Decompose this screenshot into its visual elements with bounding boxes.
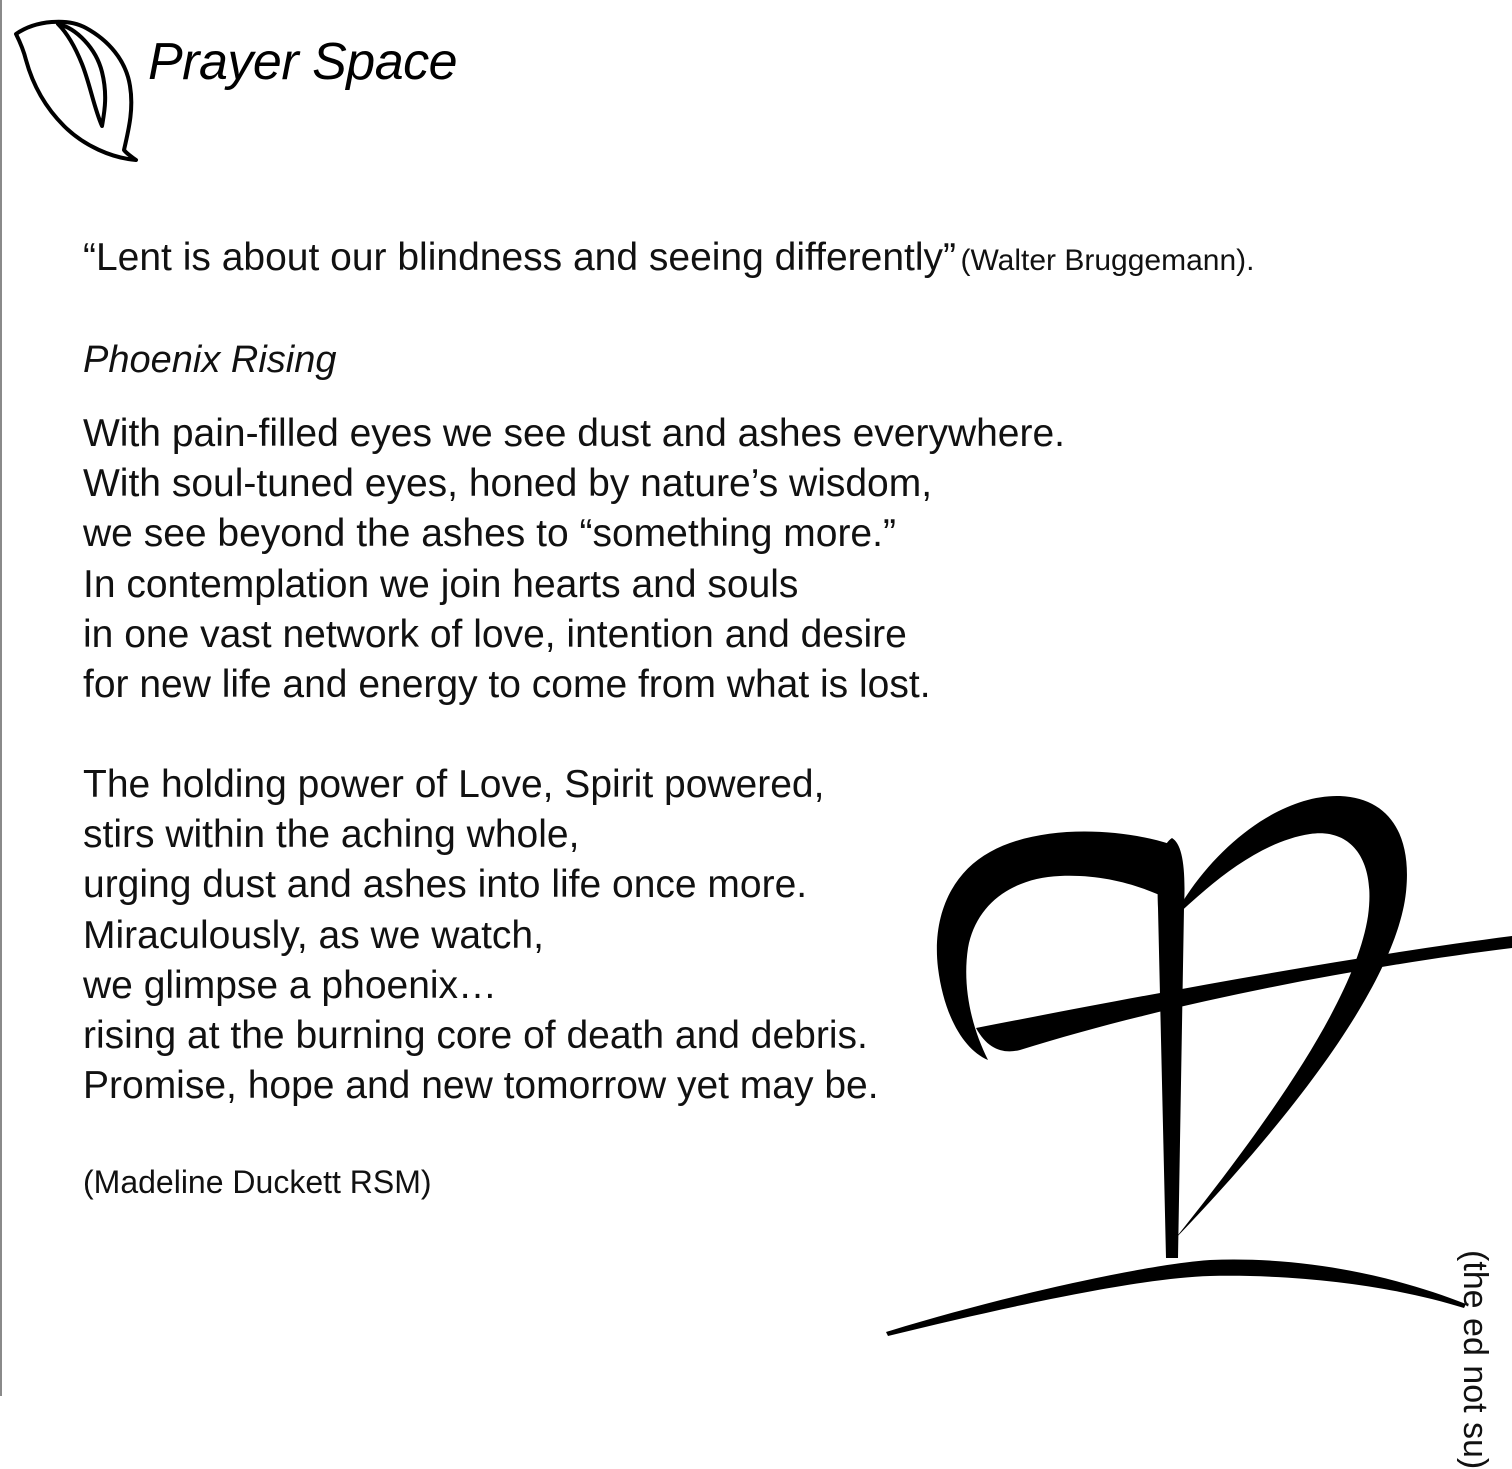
poem-line: in one vast network of love, intention and desire (83, 612, 907, 656)
quote-attribution: (Walter Bruggemann). (960, 244, 1255, 277)
quote-text: “Lent is about our blindness and seeing differently” (83, 236, 957, 279)
poem-line: urging dust and ashes into life once more. (83, 863, 808, 907)
poem-stanza-2 (83, 760, 879, 1111)
poem-line: In contemplation we join hearts and souls (83, 562, 799, 606)
poem-line: Promise, hope and new tomorrow yet may be. (83, 1064, 879, 1108)
opening-quote (83, 238, 1254, 277)
poem-line: rising at the burning core of death and debris. (83, 1014, 868, 1058)
brand-title: Prayer Space (148, 33, 458, 91)
edge-text-label: (the ed not su) (1456, 1250, 1494, 1469)
page-left-border (0, 0, 2, 1396)
heart-cross-emblem-icon (880, 788, 1512, 1336)
poem-title: Phoenix Rising (83, 339, 337, 381)
poem-line: we see beyond the ashes to “something more.” (83, 512, 896, 556)
leaf-icon (8, 12, 138, 167)
poem-line: for new life and energy to come from what is lost. (83, 663, 931, 707)
poem-stanza-1 (83, 409, 1065, 710)
poem-line: stirs within the aching whole, (83, 813, 580, 857)
poem-line: Miraculously, as we watch, (83, 913, 544, 957)
cut-off-edge-text (1456, 1250, 1512, 1469)
poem-line: With pain-filled eyes we see dust and ashes everywhere. (83, 412, 1066, 455)
poem-line: The holding power of Love, Spirit powered, (83, 763, 825, 806)
poem-line: With soul-tuned eyes, honed by nature’s wisdom, (83, 462, 933, 506)
poem-author: (Madeline Duckett RSM) (83, 1164, 432, 1200)
poem-line: we glimpse a phoenix… (83, 963, 498, 1007)
